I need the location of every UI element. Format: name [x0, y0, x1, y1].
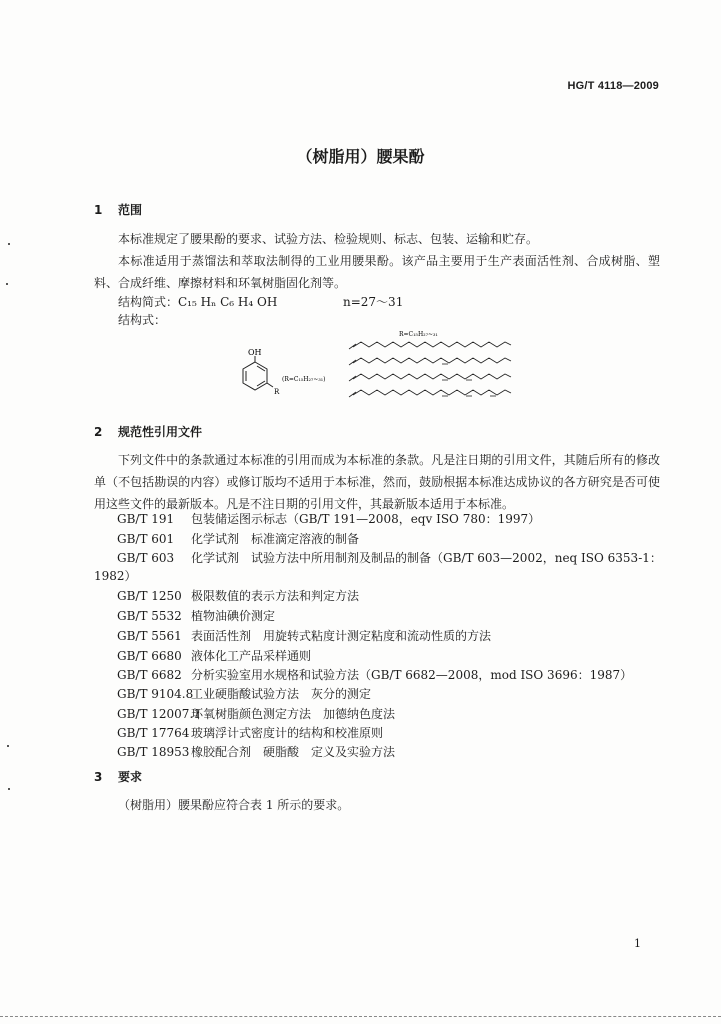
reference-item [117, 666, 632, 683]
reference-code: GB/T 18953 [117, 745, 190, 759]
page-number: 1 [634, 937, 641, 950]
section-3-paragraph: （树脂用）腰果酚应符合表 1 所示的要求。 [118, 798, 350, 812]
reference-code: GB/T 601 [117, 532, 175, 546]
reference-title: 化学试剂 标准滴定溶液的制备 [191, 532, 360, 546]
section-number: 3 [94, 770, 103, 784]
reference-item [117, 627, 491, 644]
scan-speck [8, 788, 10, 790]
alkyl-chains [349, 342, 511, 397]
reference-title: 分析实验室用水规格和试验方法（GB/T 6682—2008，mod ISO 3696：1987） [191, 668, 633, 682]
standard-code: HG/T 4118—2009 [567, 80, 659, 92]
scan-speck [7, 745, 9, 747]
formula-label: 结构简式：C₁₅ Hₙ C₆ H₄ OH [118, 295, 278, 309]
reference-code: GB/T 9104.8 [117, 687, 194, 701]
reference-title: 植物油碘价测定 [191, 609, 276, 623]
section-title: 范围 [118, 203, 143, 217]
oh-group-label: OH [248, 348, 262, 357]
document-title: （树脂用）腰果酚 [296, 147, 425, 166]
scan-speck [6, 283, 8, 285]
reference-item [117, 685, 371, 702]
reference-title: 液体化工产品采样通则 [191, 649, 312, 663]
reference-title: 包装储运图示标志（GB/T 191—2008，eqv ISO 780：1997） [191, 512, 541, 526]
section-3-heading [94, 768, 142, 785]
scan-bottom-edge [0, 1016, 721, 1017]
reference-title: 玻璃浮计式密度计的结构和校准原则 [191, 726, 384, 740]
reference-code: GB/T 17764 [117, 726, 190, 740]
scan-speck [8, 243, 10, 245]
reference-code: GB/T 603 [117, 551, 175, 565]
section-2-heading [94, 423, 202, 440]
reference-item [117, 587, 359, 604]
section-title: 要求 [118, 770, 143, 784]
section-number: 1 [94, 203, 103, 217]
reference-code: GB/T 6680 [117, 649, 182, 663]
reference-code: GB/T 5532 [117, 609, 182, 623]
structure-label: 结构式： [118, 313, 167, 327]
section-1-scope-paragraph: 本标准规定了腰果酚的要求、试验方法、检验规则、标志、包装、运输和贮存。 [118, 232, 539, 246]
reference-code: GB/T 1250 [117, 589, 182, 603]
reference-item [117, 647, 311, 664]
reference-item [117, 743, 395, 760]
reference-continuation: 1982） [94, 569, 137, 583]
reference-title: 极限数值的表示方法和判定方法 [191, 589, 360, 603]
reference-item [117, 724, 383, 741]
section-number: 2 [94, 425, 103, 439]
chain-r-label: R=C₁₅H₂₇~₃₁ [399, 331, 438, 338]
reference-title: 环氧树脂颜色测定方法 加德纳色度法 [191, 707, 396, 721]
reference-code: GB/T 6682 [117, 668, 182, 682]
reference-item [117, 530, 359, 547]
reference-code: GB/T 5561 [117, 629, 182, 643]
section-1-applicability-paragraph: 本标准适用于蒸馏法和萃取法制得的工业用腰果酚。该产品主要用于生产表面活性剂、合成树脂、塑料、合成纤维、摩擦材料和环氧树脂固化剂等。 [94, 254, 660, 290]
reference-title: 工业硬脂酸试验方法 灰分的测定 [191, 687, 372, 701]
reference-code: GB/T 12007.1 [117, 707, 201, 721]
section-1-heading [94, 201, 142, 218]
double-bond-marks [442, 364, 496, 396]
reference-item [117, 705, 395, 722]
reference-code: GB/T 191 [117, 512, 175, 526]
section-title: 规范性引用文件 [118, 425, 203, 439]
formula-n-range: n=27～31 [343, 295, 404, 309]
reference-item [117, 549, 662, 566]
benzene-ring [243, 356, 273, 390]
r-substituent-label: R [274, 388, 280, 396]
reference-title: 化学试剂 试验方法中所用制剂及制品的制备（GB/T 603—2002，neq ISO 6353-1： [191, 551, 662, 565]
section-2-paragraph: 下列文件中的条款通过本标准的引用而成为本标准的条款。凡是注日期的引用文件，其随后所有的修改单（不包括勘误的内容）或修订版均不适用于本标准，然而，鼓励根据本标准达成协议的各方研究是否可使用这些文件的最新版本。凡是不注日期的引用文件，其最新版本适用于本标准。 [94, 453, 660, 511]
cardanol-structure-diagram [225, 325, 525, 415]
reference-item [117, 510, 540, 527]
reference-title: 橡胶配合剂 硬脂酸 定义及实验方法 [191, 745, 396, 759]
reference-title: 表面活性剂 用旋转式粘度计测定粘度和流动性质的方法 [191, 629, 492, 643]
reference-item [117, 607, 275, 624]
r-definition-label: (R=C₁₅H₂₇~₃₁) [282, 376, 326, 383]
